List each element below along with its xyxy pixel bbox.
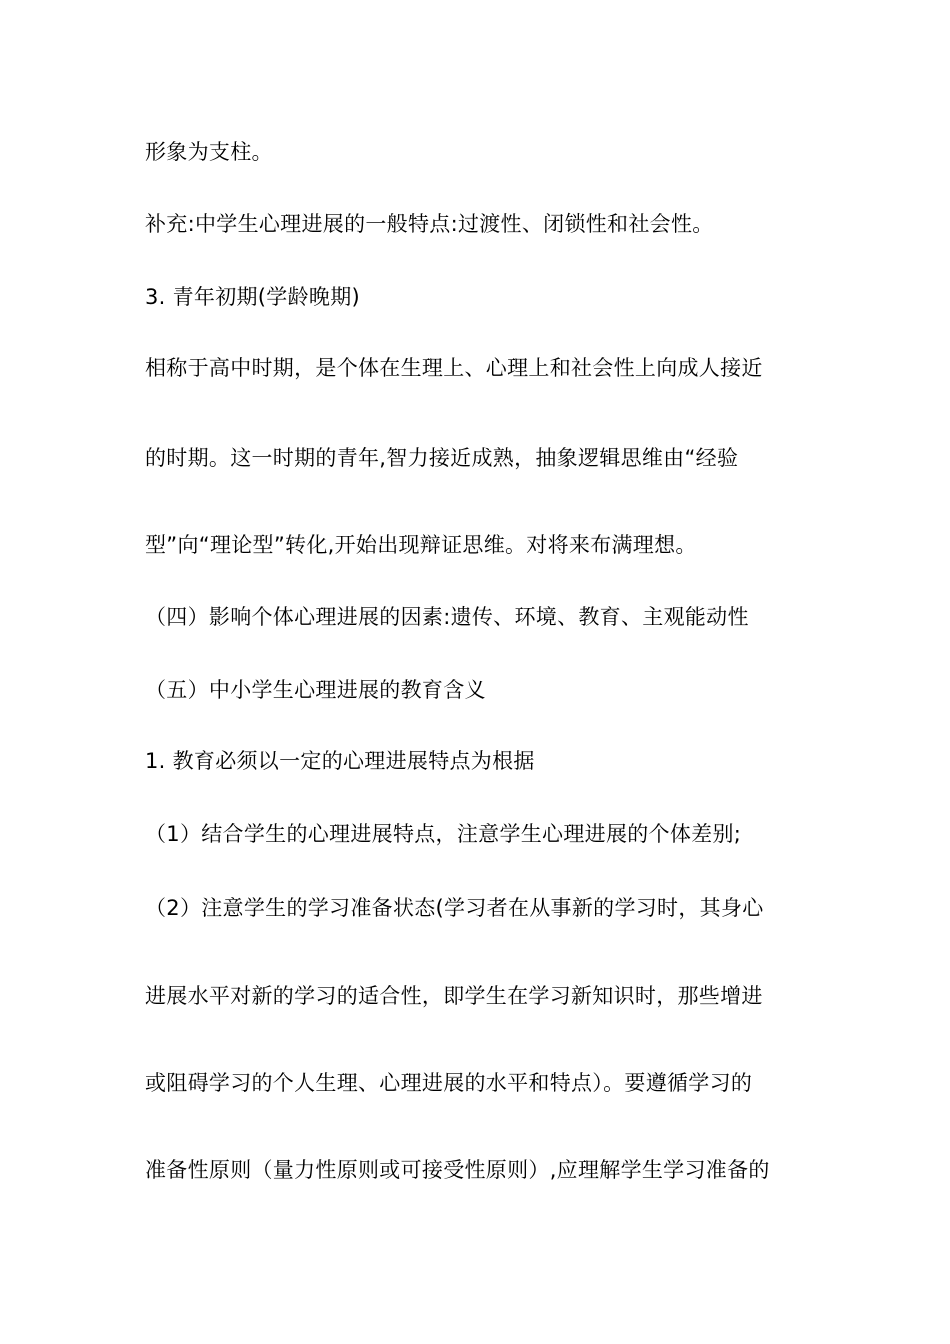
section-heading: （四）影响个体心理进展的因素:遗传、环境、教育、主观能动性: [145, 605, 749, 629]
text-line: 进展水平对新的学习的适合性，即学生在学习新知识时，那些增进: [145, 984, 763, 1008]
text-line: 相称于高中时期，是个体在生理上、心理上和社会性上向成人接近: [145, 356, 763, 380]
section-heading: （五）中小学生心理进展的教育含义: [145, 678, 486, 702]
subsection-heading: 1. 教育必须以一定的心理进展特点为根据: [145, 749, 535, 773]
text-line: 型”向“理论型”转化,开始出现辩证思维。对将来布满理想。: [145, 533, 697, 557]
text-line: 形象为支柱。: [145, 140, 273, 164]
text-line: 的时期。这一时期的青年,智力接近成熟，抽象逻辑思维由“经验: [145, 446, 739, 470]
text-line: 或阻碍学习的个人生理、心理进展的水平和特点）。要遵循学习的: [145, 1071, 753, 1095]
text-line: 准备性原则（量力性原则或可接受性原则）,应理解学生学习准备的: [145, 1158, 770, 1182]
text-line: （2）注意学生的学习准备状态(学习者在从事新的学习时，其身心: [145, 896, 764, 920]
section-heading: 3. 青年初期(学龄晚期): [145, 285, 360, 309]
text-line: 补充:中学生心理进展的一般特点:过渡性、闭锁性和社会性。: [145, 212, 714, 236]
text-line: （1）结合学生的心理进展特点，注意学生心理进展的个体差别;: [145, 822, 742, 846]
